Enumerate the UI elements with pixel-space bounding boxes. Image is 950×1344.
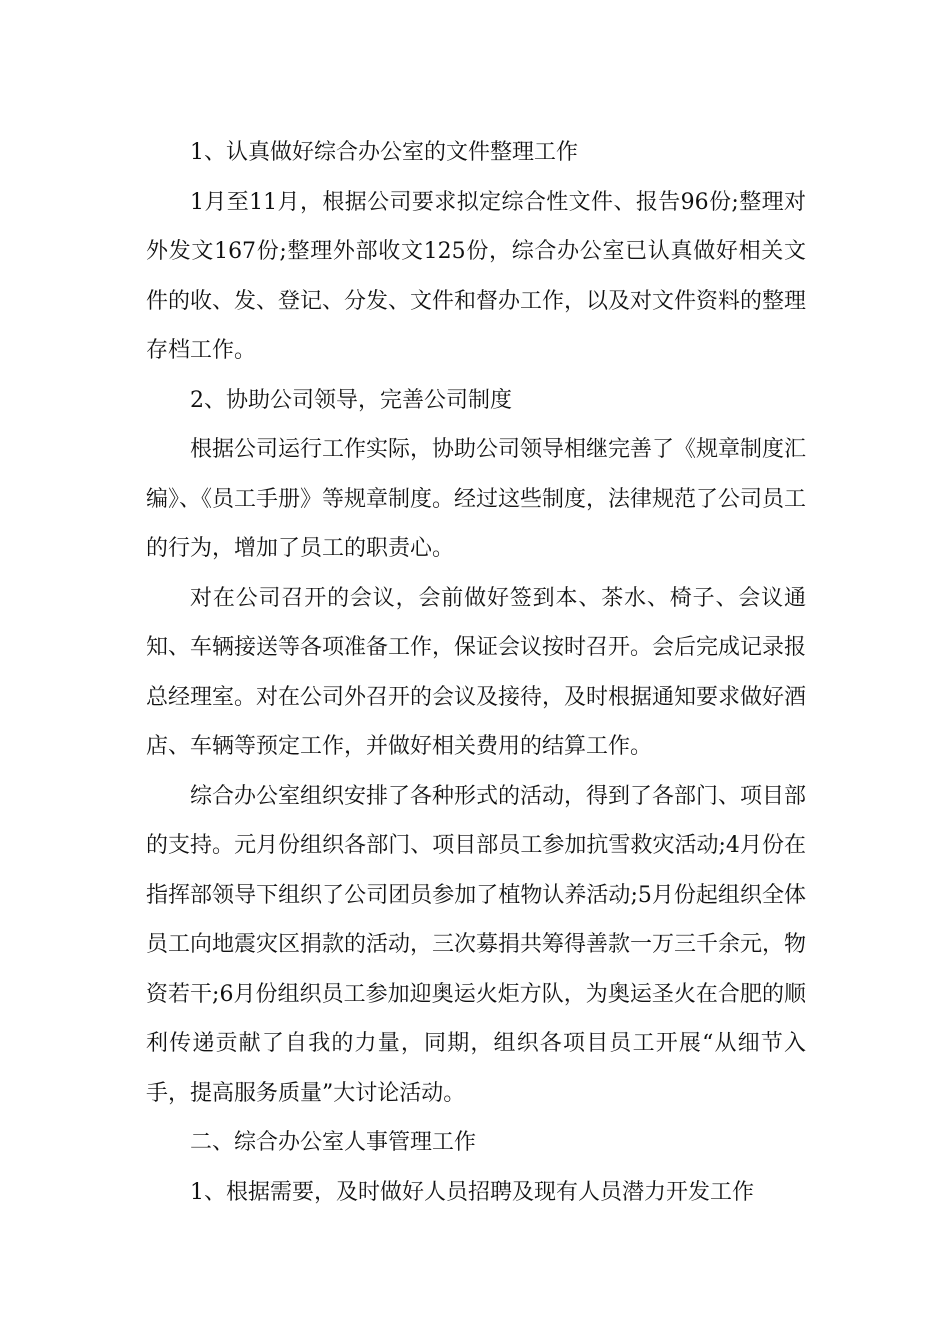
- paragraph: 综合办公室组织安排了各种形式的活动，得到了各部门、项目部的支持。元月份组织各部门、项目部员工参加抗雪救灾活动;4月份在指挥部领导下组织了公司团员参加了植物认养活动;5月份起组织全体员工向地震灾区捐款的活动，三次募捐共筹得善款一万三千余元，物资若干;6月份组织员工参加迎奥运火炬方队，为奥运圣火在合肥的顺利传递贡献了自我的力量，同期，组织各项目员工开展“从细节入手，提高服务质量”大讨论活动。: [146, 783, 807, 1106]
- document-body: [146, 128, 806, 1217]
- section-heading: 1、根据需要，及时做好人员招聘及现有人员潜力开发工作: [190, 1179, 754, 1205]
- section-heading: 2、协助公司领导，完善公司制度: [190, 387, 512, 413]
- paragraph: 根据公司运行工作实际，协助公司领导相继完善了《规章制度汇编》、《员工手册》等规章制度。经过这些制度，法律规范了公司员工的行为，增加了员工的职责心。: [146, 437, 807, 561]
- section-heading: 1、认真做好综合办公室的文件整理工作: [190, 140, 578, 165]
- paragraph: 对在公司召开的会议，会前做好签到本、茶水、椅子、会议通知、车辆接送等各项准备工作，保证会议按时召开。会后完成记录报总经理室。对在公司外召开的会议及接待，及时根据通知要求做好酒店、车辆等预定工作，并做好相关费用的结算工作。: [146, 585, 807, 759]
- paragraph: 1月至11月，根据公司要求拟定综合性文件、报告96份;整理对外发文167份;整理外部收文125份，综合办公室已认真做好相关文件的收、发、登记、分发、文件和督办工作，以及对文件资料的整理存档工作。: [146, 189, 807, 363]
- section-heading: 二、综合办公室人事管理工作: [190, 1130, 477, 1155]
